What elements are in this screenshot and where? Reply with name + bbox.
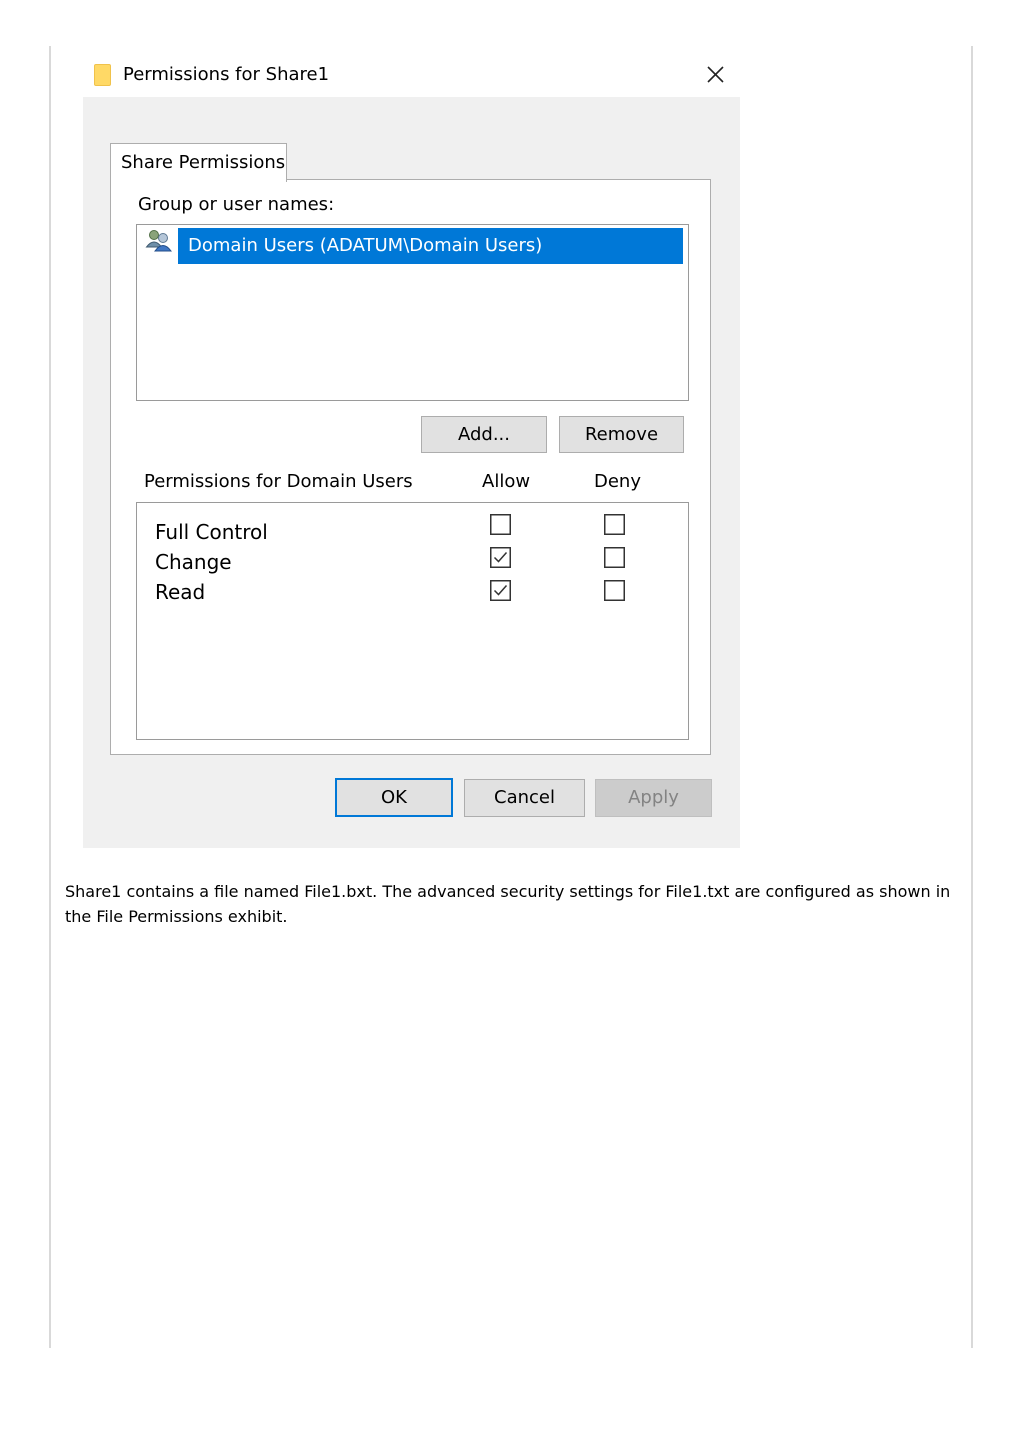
full-control-deny-checkbox[interactable] bbox=[604, 514, 625, 535]
change-allow-checkbox[interactable] bbox=[490, 547, 511, 568]
allow-column-header: Allow bbox=[482, 471, 531, 492]
permission-label-full-control: Full Control bbox=[155, 520, 268, 544]
deny-column-header: Deny bbox=[594, 471, 641, 492]
ok-button[interactable]: OK bbox=[335, 778, 453, 817]
exhibit-caption: Share1 contains a file named File1.bxt. The advanced security settings for File1.txt are configured as shown in the File Permissions exhibit. bbox=[65, 882, 951, 926]
remove-button[interactable]: Remove bbox=[559, 416, 684, 453]
apply-button[interactable]: Apply bbox=[595, 779, 712, 817]
cancel-button[interactable]: Cancel bbox=[464, 779, 585, 817]
tab-share-permissions[interactable] bbox=[110, 143, 287, 182]
folder-icon bbox=[94, 64, 111, 86]
close-button[interactable] bbox=[695, 58, 735, 92]
list-item-label: Domain Users (ADATUM\Domain Users) bbox=[178, 228, 683, 264]
permission-label-read: Read bbox=[155, 580, 206, 604]
tab-label: Share Permissions bbox=[121, 152, 286, 173]
share-permissions-panel bbox=[110, 179, 711, 755]
add-button[interactable]: Add... bbox=[421, 416, 547, 453]
page-right-rule bbox=[971, 46, 973, 1348]
title-bar bbox=[83, 53, 740, 97]
list-item-domain-users[interactable] bbox=[145, 228, 685, 264]
read-deny-checkbox[interactable] bbox=[604, 580, 625, 601]
dialog-title: Permissions for Share1 bbox=[123, 64, 330, 85]
full-control-allow-checkbox[interactable] bbox=[490, 514, 511, 535]
permissions-title: Permissions for Domain Users bbox=[144, 471, 413, 492]
permissions-list bbox=[136, 502, 689, 740]
user-listbox[interactable] bbox=[136, 224, 689, 401]
permissions-dialog bbox=[83, 53, 740, 848]
permission-label-change: Change bbox=[155, 550, 232, 574]
change-deny-checkbox[interactable] bbox=[604, 547, 625, 568]
group-or-user-names-label: Group or user names: bbox=[138, 194, 335, 215]
close-icon bbox=[707, 66, 724, 83]
users-icon bbox=[145, 228, 175, 256]
read-allow-checkbox[interactable] bbox=[490, 580, 511, 601]
page-left-rule bbox=[49, 46, 51, 1348]
